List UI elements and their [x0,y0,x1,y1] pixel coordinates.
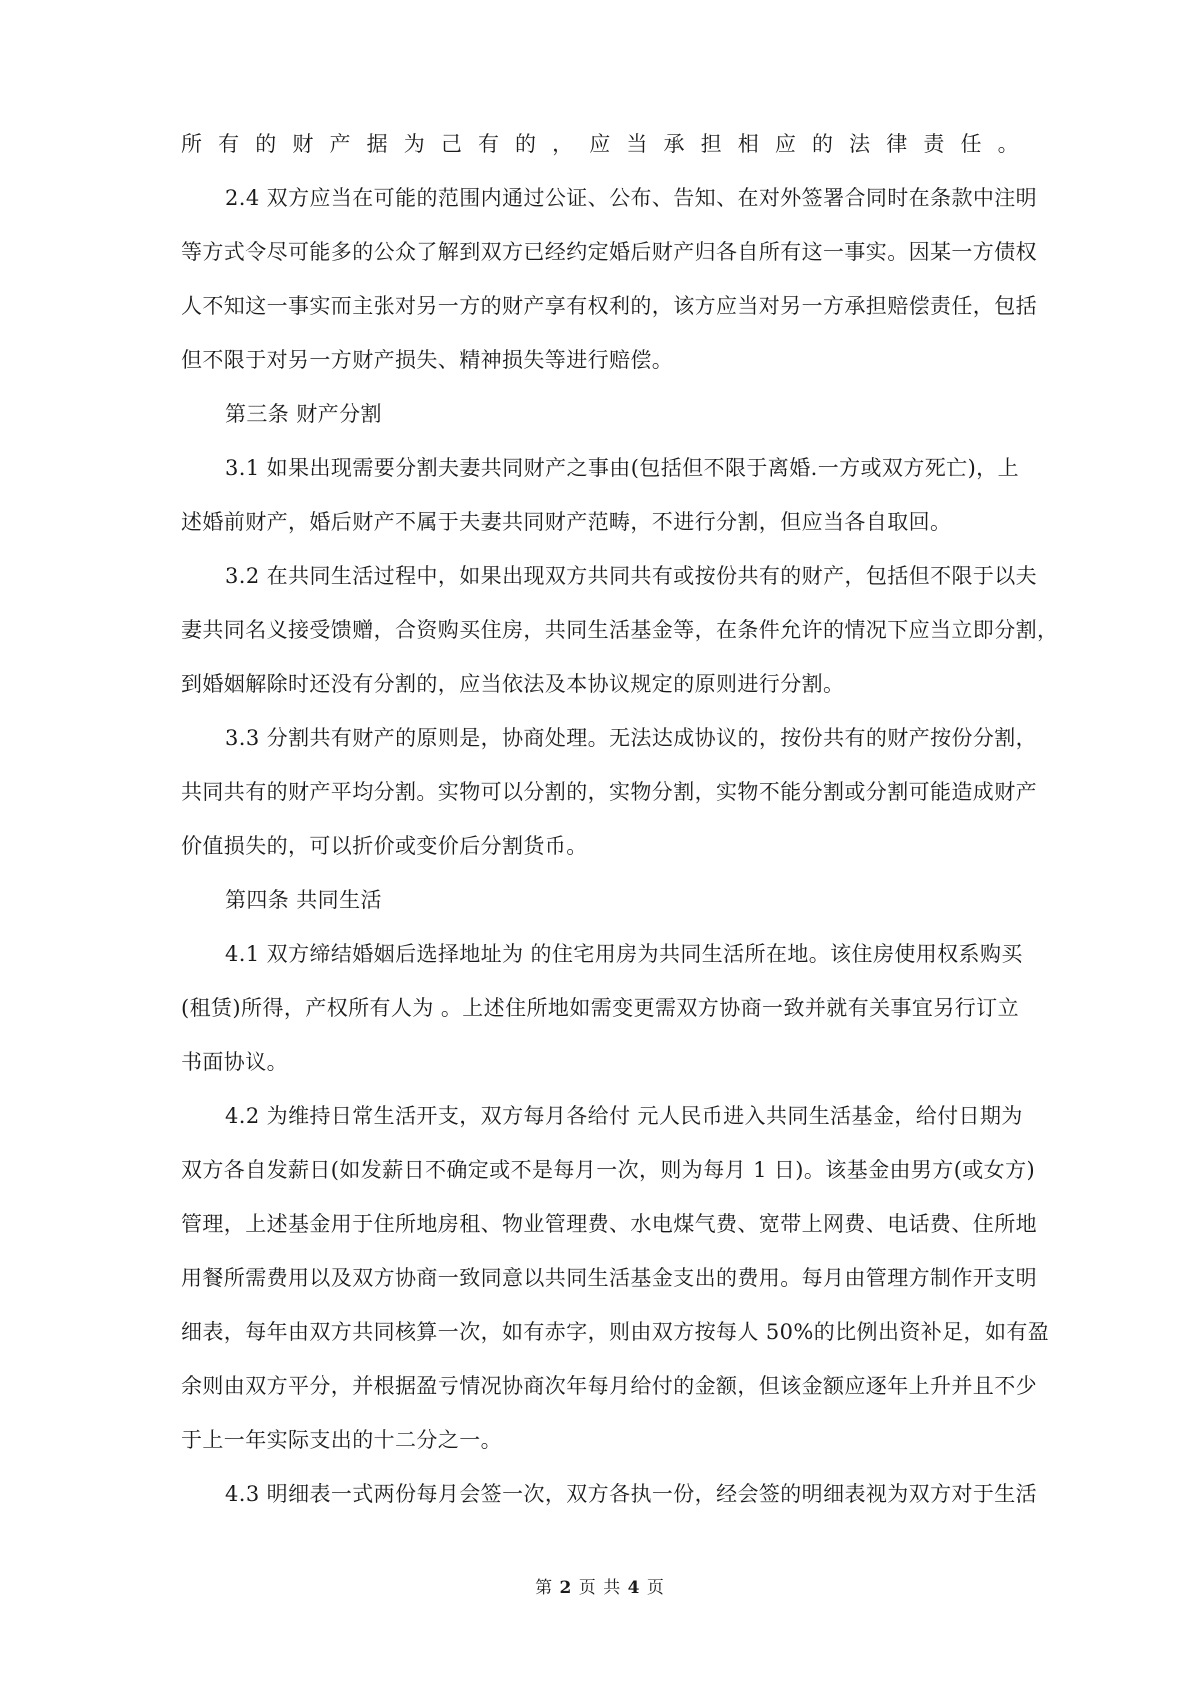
paragraph-line: 3.2 在共同生活过程中，如果出现双方共同共有或按份共有的财产，包括但不限于以夫 [225,564,1038,588]
paragraph-line: 4.2 为维持日常生活开支，双方每月各给付 元人民币进入共同生活基金，给付日期为 [225,1104,1023,1128]
section-heading: 第三条 财产分割 [225,402,382,426]
paragraph-line: 余则由双方平分，并根据盈亏情况协商次年每月给付的金额，但该金额应逐年上升并且不少 [181,1374,1037,1398]
paragraph-line: 2.4 双方应当在可能的范围内通过公证、公布、告知、在对外签署合同时在条款中注明 [225,186,1038,210]
footer-prefix: 第 [535,1578,554,1598]
paragraph-line: 4.1 双方缔结婚姻后选择地址为 的住宅用房为共同生活所在地。该住房使用权系购买 [225,942,1023,966]
paragraph-line: 但不限于对另一方财产损失、精神损失等进行赔偿。 [181,348,674,372]
paragraph-line: 双方各自发薪日(如发薪日不确定或不是每月一次，则为每月 1 日)。该基金由男方(或女方) [181,1158,1036,1182]
paragraph-line: 用餐所需费用以及双方协商一致同意以共同生活基金支出的费用。每月由管理方制作开支明 [181,1266,1037,1290]
section-heading: 第四条 共同生活 [225,888,382,912]
paragraph-line: 价值损失的，可以折价或变价后分割货币。 [181,834,588,858]
paragraph-line: 妻共同名义接受馈赠，合资购买住房，共同生活基金等，在条件允许的情况下应当立即分割， [181,618,1059,642]
paragraph-line: 所有的财产据为己有的，应当承担相应的法律责任。 [181,132,1019,156]
paragraph-line: 述婚前财产，婚后财产不属于夫妻共同财产范畴，不进行分割，但应当各自取回。 [181,510,952,534]
current-page-number: 2 [559,1578,573,1598]
footer-suffix: 页 [646,1578,665,1598]
paragraph-line: 于上一年实际支出的十二分之一。 [181,1428,502,1452]
paragraph-line: 细表，每年由双方共同核算一次，如有赤字，则由双方按每人 50%的比例出资补足，如有盈 [181,1320,1050,1344]
paragraph-line: 人不知这一事实而主张对另一方的财产享有权利的，该方应当对另一方承担赔偿责任，包括 [181,294,1037,318]
footer-middle: 页 共 [578,1578,622,1598]
paragraph-line: 4.3 明细表一式两份每月会签一次，双方各执一份，经会签的明细表视为双方对于生活 [225,1482,1038,1506]
paragraph-line: (租赁)所得，产权所有人为 。上述住所地如需变更需双方协商一致并就有关事宜另行订立 [181,996,1019,1020]
paragraph-line: 3.1 如果出现需要分割夫妻共同财产之事由(包括但不限于离婚.一方或双方死亡)，上 [225,456,1019,480]
paragraph-line: 到婚姻解除时还没有分割的，应当依法及本协议规定的原则进行分割。 [181,672,845,696]
page-footer [0,1573,1200,1603]
total-page-count: 4 [627,1578,641,1598]
paragraph-line: 3.3 分割共有财产的原则是，协商处理。无法达成协议的，按份共有的财产按份分割， [225,726,1038,750]
paragraph-line: 等方式令尽可能多的公众了解到双方已经约定婚后财产归各自所有这一事实。因某一方债权 [181,240,1037,264]
paragraph-line: 书面协议。 [181,1050,288,1074]
paragraph-line: 共同共有的财产平均分割。实物可以分割的，实物分割，实物不能分割或分割可能造成财产 [181,780,1037,804]
paragraph-line: 管理，上述基金用于住所地房租、物业管理费、水电煤气费、宽带上网费、电话费、住所地 [181,1212,1037,1236]
